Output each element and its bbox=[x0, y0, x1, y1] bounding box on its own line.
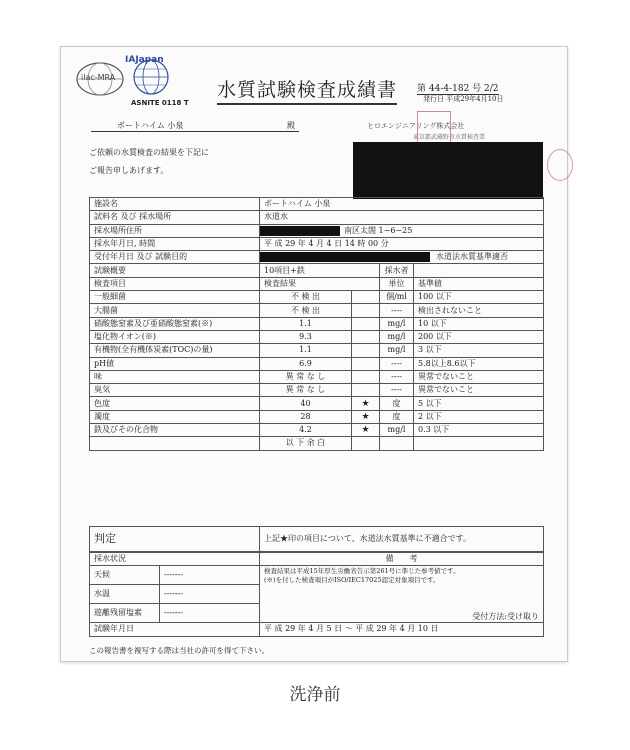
result-standard: 異常でないこと bbox=[414, 370, 544, 383]
weather-value: ------- bbox=[160, 566, 260, 585]
water-temp-value: ------- bbox=[160, 585, 260, 604]
address-label: 採水場所住所 bbox=[90, 224, 260, 237]
chlorine-value: ------- bbox=[160, 604, 260, 623]
company-name: ヒロエンジニアリング株式会社 bbox=[367, 122, 465, 130]
info-row-facility bbox=[90, 198, 544, 211]
result-star: ★ bbox=[352, 410, 380, 423]
result-value: 1.1 bbox=[260, 317, 352, 330]
result-value: 1.1 bbox=[260, 344, 352, 357]
judgement-text: 上記★印の項目について、水道法水質基準に不適合です。 bbox=[260, 527, 544, 552]
result-standard: 異常でないこと bbox=[414, 384, 544, 397]
facility-value: ポートハイム 小泉 bbox=[260, 198, 544, 211]
result-unit: ---- bbox=[380, 370, 414, 383]
reception-method: 受付方法:受け取り bbox=[472, 612, 539, 622]
intro-line-1: ご依頼の水質検査の結果を下記に bbox=[89, 148, 209, 157]
result-star bbox=[352, 330, 380, 343]
result-value: 不 検 出 bbox=[260, 304, 352, 317]
result-star: ★ bbox=[352, 424, 380, 437]
issue-date: 発行日 平成29年4月10日 bbox=[423, 95, 504, 103]
remarks-cell bbox=[260, 566, 544, 623]
result-value: 不 検 出 bbox=[260, 291, 352, 304]
result-row bbox=[90, 344, 544, 357]
weather-label: 天候 bbox=[90, 566, 160, 585]
result-unit: 個/ml bbox=[380, 291, 414, 304]
reception-purpose: 水道法水質基準適否 bbox=[436, 252, 508, 262]
judgement-row bbox=[90, 527, 544, 552]
result-item: 濁度 bbox=[90, 410, 260, 423]
test-period-value: 平 成 29 年 4 月 5 日 〜 平 成 29 年 4 月 10 日 bbox=[260, 623, 544, 636]
result-star bbox=[352, 384, 380, 397]
sample-value: 水道水 bbox=[260, 211, 544, 224]
result-row bbox=[90, 384, 544, 397]
sampling-header-row bbox=[90, 553, 544, 566]
result-unit: mg/l bbox=[380, 330, 414, 343]
ilac-mra-logo bbox=[75, 61, 125, 97]
result-standard: 10 以下 bbox=[414, 317, 544, 330]
info-row-sampling-date bbox=[90, 237, 544, 250]
remarks-line-1: 検査結果は平成15年厚生労働省告示第261号に準じた参考値です。 bbox=[264, 567, 460, 576]
result-star bbox=[352, 437, 380, 450]
result-value: 以 下 余 白 bbox=[260, 437, 352, 450]
result-standard: 5.8以上8.6以下 bbox=[414, 357, 544, 370]
result-unit: mg/l bbox=[380, 344, 414, 357]
result-value: 異 常 な し bbox=[260, 384, 352, 397]
result-row bbox=[90, 330, 544, 343]
remarks-line-2: (※)を付した検査項目がISO/IEC17025認定対象項目です。 bbox=[264, 576, 440, 585]
result-unit bbox=[380, 437, 414, 450]
iajapan-label: IAJapan bbox=[125, 55, 164, 65]
result-value: 9.3 bbox=[260, 330, 352, 343]
col-unit-header: 単位 bbox=[380, 277, 414, 290]
address-value: 南区太閤 1−6−25 bbox=[344, 225, 413, 235]
weather-row bbox=[90, 566, 544, 585]
reception-cell bbox=[260, 251, 544, 264]
footer-note: この報告書を複写する際は当社の許可を得て下さい。 bbox=[89, 646, 269, 655]
result-item: 味 bbox=[90, 370, 260, 383]
sampling-table bbox=[89, 552, 544, 637]
result-unit: 度 bbox=[380, 410, 414, 423]
result-standard: 0.3 以下 bbox=[414, 424, 544, 437]
result-star bbox=[352, 291, 380, 304]
result-row bbox=[90, 317, 544, 330]
result-standard: 100 以下 bbox=[414, 291, 544, 304]
result-value: 異 常 な し bbox=[260, 370, 352, 383]
reception-label: 受付年月日 及び 試験目的 bbox=[90, 251, 260, 264]
result-star bbox=[352, 344, 380, 357]
result-unit: ---- bbox=[380, 357, 414, 370]
report-title: 水質試験検査成績書 bbox=[217, 75, 397, 105]
result-row bbox=[90, 357, 544, 370]
result-row bbox=[90, 437, 544, 450]
result-standard bbox=[414, 437, 544, 450]
sample-label: 試料名 及び 採水場所 bbox=[90, 211, 260, 224]
result-item: 一般細菌 bbox=[90, 291, 260, 304]
result-standard: 検出されないこと bbox=[414, 304, 544, 317]
result-star bbox=[352, 304, 380, 317]
sampler-value bbox=[414, 264, 544, 277]
result-star: ★ bbox=[352, 397, 380, 410]
result-item: pH値 bbox=[90, 357, 260, 370]
result-unit: 度 bbox=[380, 397, 414, 410]
recipient-name: ポートハイム 小泉 bbox=[117, 121, 184, 130]
address-cell bbox=[260, 224, 544, 237]
remarks-header: 備 考 bbox=[260, 553, 544, 566]
result-star bbox=[352, 370, 380, 383]
result-standard: 5 以下 bbox=[414, 397, 544, 410]
result-row bbox=[90, 424, 544, 437]
result-unit: mg/l bbox=[380, 317, 414, 330]
test-period-row bbox=[90, 623, 544, 636]
redaction-block-top bbox=[353, 142, 543, 199]
result-row bbox=[90, 397, 544, 410]
info-row-sample bbox=[90, 211, 544, 224]
judgement-table bbox=[89, 526, 544, 552]
company-line-2: 東京都武蔵野市水質検査業 bbox=[413, 134, 486, 141]
result-item: 有機物(全有機体炭素(TOC)の量) bbox=[90, 344, 260, 357]
info-row-reception bbox=[90, 251, 544, 264]
facility-label: 施設名 bbox=[90, 198, 260, 211]
result-item: 塩化物イオン(※) bbox=[90, 330, 260, 343]
document-number: 第 44-4-182 号 2/2 bbox=[417, 81, 499, 95]
ilac-mra-label: ilac-MRA bbox=[81, 73, 116, 82]
col-item-header: 検査項目 bbox=[90, 277, 260, 290]
image-caption: 洗浄前 bbox=[289, 685, 341, 705]
sampler-label: 採水者 bbox=[380, 264, 414, 277]
result-item: 色度 bbox=[90, 397, 260, 410]
chlorine-label: 遊離残留塩素 bbox=[90, 604, 160, 623]
result-star bbox=[352, 357, 380, 370]
test-period-label: 試験年月日 bbox=[90, 623, 260, 636]
intro-line-2: ご報告申しあげます。 bbox=[89, 166, 169, 175]
result-item: 臭気 bbox=[90, 384, 260, 397]
test-report-document bbox=[60, 46, 568, 662]
results-body bbox=[90, 291, 544, 451]
result-unit: mg/l bbox=[380, 424, 414, 437]
result-item: 鉄及びその化合物 bbox=[90, 424, 260, 437]
result-value: 28 bbox=[260, 410, 352, 423]
redaction-reception bbox=[260, 252, 430, 262]
recipient-honorific: 殿 bbox=[287, 121, 295, 130]
water-temp-label: 水温 bbox=[90, 585, 160, 604]
result-item: 大腸菌 bbox=[90, 304, 260, 317]
info-row-overview bbox=[90, 264, 544, 277]
company-red-stamp bbox=[417, 111, 451, 143]
result-row bbox=[90, 304, 544, 317]
result-value: 6.9 bbox=[260, 357, 352, 370]
accreditation-code: ASNITE 0118 T bbox=[131, 99, 189, 107]
judgement-label: 判定 bbox=[90, 527, 260, 552]
result-item bbox=[90, 437, 260, 450]
result-star bbox=[352, 317, 380, 330]
result-value: 4.2 bbox=[260, 424, 352, 437]
info-row-address bbox=[90, 224, 544, 237]
iajapan-logo bbox=[125, 55, 173, 97]
result-item: 硝酸態窒素及び亜硝酸態窒素(※) bbox=[90, 317, 260, 330]
result-standard: 2 以下 bbox=[414, 410, 544, 423]
sampling-date-value: 平 成 29 年 4 月 4 日 14 時 00 分 bbox=[260, 237, 544, 250]
results-header-row bbox=[90, 277, 544, 290]
redaction-address bbox=[260, 226, 340, 236]
col-standard-header: 基準値 bbox=[414, 277, 544, 290]
result-unit: ---- bbox=[380, 304, 414, 317]
recipient-line bbox=[91, 119, 299, 132]
result-standard: 3 以下 bbox=[414, 344, 544, 357]
overview-label: 試験概要 bbox=[90, 264, 260, 277]
company-round-stamp bbox=[547, 149, 573, 181]
result-unit: ---- bbox=[380, 384, 414, 397]
result-row bbox=[90, 291, 544, 304]
overview-value: 10項目+鉄 bbox=[260, 264, 380, 277]
result-value: 40 bbox=[260, 397, 352, 410]
info-table bbox=[89, 197, 544, 451]
col-result-header: 検査結果 bbox=[260, 277, 380, 290]
result-row bbox=[90, 370, 544, 383]
sampling-header: 採水状況 bbox=[90, 553, 260, 566]
result-row bbox=[90, 410, 544, 423]
result-standard: 200 以下 bbox=[414, 330, 544, 343]
sampling-date-label: 採水年月日, 時間 bbox=[90, 237, 260, 250]
